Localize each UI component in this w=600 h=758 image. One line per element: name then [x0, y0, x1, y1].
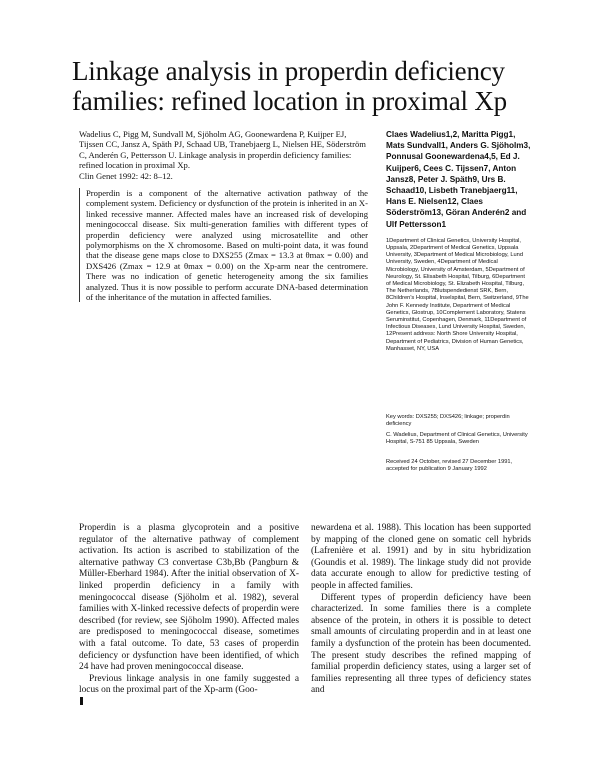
- author-list: Claes Wadelius1,2, Maritta Pigg1, Mats Sundvall1, Anders G. Sjöholm3, Ponnusal Goonewardena4,5, Ed J. Kuijper6, Cees C. Tijssen7, Anton Jansz8, Peter J. Späth9, Urs B. Schaad10, Lisbeth Tranebjaerg11, Hans E. Nielsen12, Claes Söderström13, Göran Anderén2 and Ulf Pettersson1: [386, 130, 531, 229]
- received-dates: Received 24 October, revised 27 December 1991, accepted for publication 9 January 1992: [386, 459, 513, 473]
- body-paragraph: Properdin is a plasma glycoprotein and a positive regulator of the alternative pathway of complement activation. Its action is ascribed to stabilization of the alternative pathway C3 convertase C3b,Bb (Pangburn & Müller-Eberhard 1984). After the initial observation of X-linked properdin deficiency in a family with meningococcal disease (Sjöholm et al. 1982), several families with X-linked recessive defects of properdin were described (for review, see Sjöholm 1990). Affected males are predisposed to meningococcal disease, sometimes with a fatal outcome. To date, 53 cases of properdin deficiency or dysfunction have been identified, of which 24 have had proven meningococcal disease.: [79, 523, 299, 673]
- affiliation-list: 1Department of Clinical Genetics, University Hospital, Uppsala, 2Department of Medical Genetics, Uppsala University, 3Department of Medical Microbiology, Lund University, Sweden, 4Department of Medical Microbiology, University of Amsterdam, 5Department of Neurology, St. Elisabeth Hospital, Tilburg, 6Department of Medical Microbiology, St. Elizabeth Hospital, Tilburg, The Netherlands, 7Blutspendedienst SRK, Bern, 8Children's Hospital, Inselspital, Bern, Switzerland, 9The John F. Kennedy Institute, Department of Medical Genetics, Glostrup, 10Complement Laboratory, Statens Seruminstitut, Copenhagen, Denmark, 11Department of Infectious Diseases, Lund University Hospital, Sweden, 12Present address: North Shore University Hospital, Department of Pediatrics, Division of Human Genetics, Manhasset, NY, USA: [386, 237, 529, 352]
- body-paragraph: Different types of properdin deficiency have been characterized. In some families there is a complete absence of the protein, in others it is possible to detect small amounts of circulating properdin and in at least one family a dysfunction of the protein has been documented. The present study describes the refined mapping of familial properdin deficiency states, using a larger set of families representing all three types of deficiency states and: [311, 592, 531, 696]
- citation-journal: Clin Genet 1992: 42: 8–12.: [79, 170, 173, 181]
- citation-text: Wadelius C, Pigg M, Sundvall M, Sjöholm AG, Goonewardena P, Kuijper EJ, Tijssen CC, Jansz A, Späth PJ, Schaad UB, Tranebjaerg L, Nielsen HE, Söderström C, Anderén G, Pettersson U. Linkage analysis in properdin deficiency families: refined location in proximal Xp.: [79, 129, 366, 171]
- author-sidebar: [386, 129, 531, 353]
- body-paragraph: newardena et al. 1988). This location has been supported by mapping of the cloned gene on somatic cell hybrids (Lafrenière et al. 1991) and by in situ hybridization (Goundis et al. 1989). The linkage study did not provide data accurate enough to allow for predictive testing of people in affected families.: [311, 523, 531, 591]
- abstract-text: Properdin is a component of the alternative activation pathway of the complement system. Deficiency or dysfunction of the protein is inherited in an X-linked recessive manner. Affected males have an increased risk of developing meningococcal disease. Six multi-generation families with different types of properdin deficiency were analyzed using microsatellite and other polymorphisms on the X chromosome. Based on multi-point data, it was found that the disease gene maps close to DXS255 (Zmax = 13.3 at θmax = 0.00) and DXS426 (Zmax = 12.9 at θmax = 0.00) on the Xp-arm near the centromere. There was no indication of genetic heterogeneity among the six families analyzed. Thus it is now possible to perform accurate DNA-based determination of the inheritance of the mutation in affected families.: [86, 188, 368, 303]
- keywords: Key words: DXS255; DXS426; linkage; properdin deficiency: [386, 414, 510, 428]
- citation-block: [79, 129, 369, 181]
- body-column-right: [311, 523, 531, 697]
- body-column-left: [79, 523, 299, 697]
- correspondence-address: C. Wadelius, Department of Clinical Genetics, University Hospital, S-751 85 Uppsala, Sweden: [386, 432, 528, 446]
- page-marker: [80, 697, 83, 705]
- abstract: [79, 188, 368, 302]
- article-title: Linkage analysis in properdin deficiency families: refined location in proximal Xp: [72, 56, 507, 116]
- body-paragraph: Previous linkage analysis in one family suggested a locus on the proximal part of the Xp-arm (Goo-: [79, 673, 299, 696]
